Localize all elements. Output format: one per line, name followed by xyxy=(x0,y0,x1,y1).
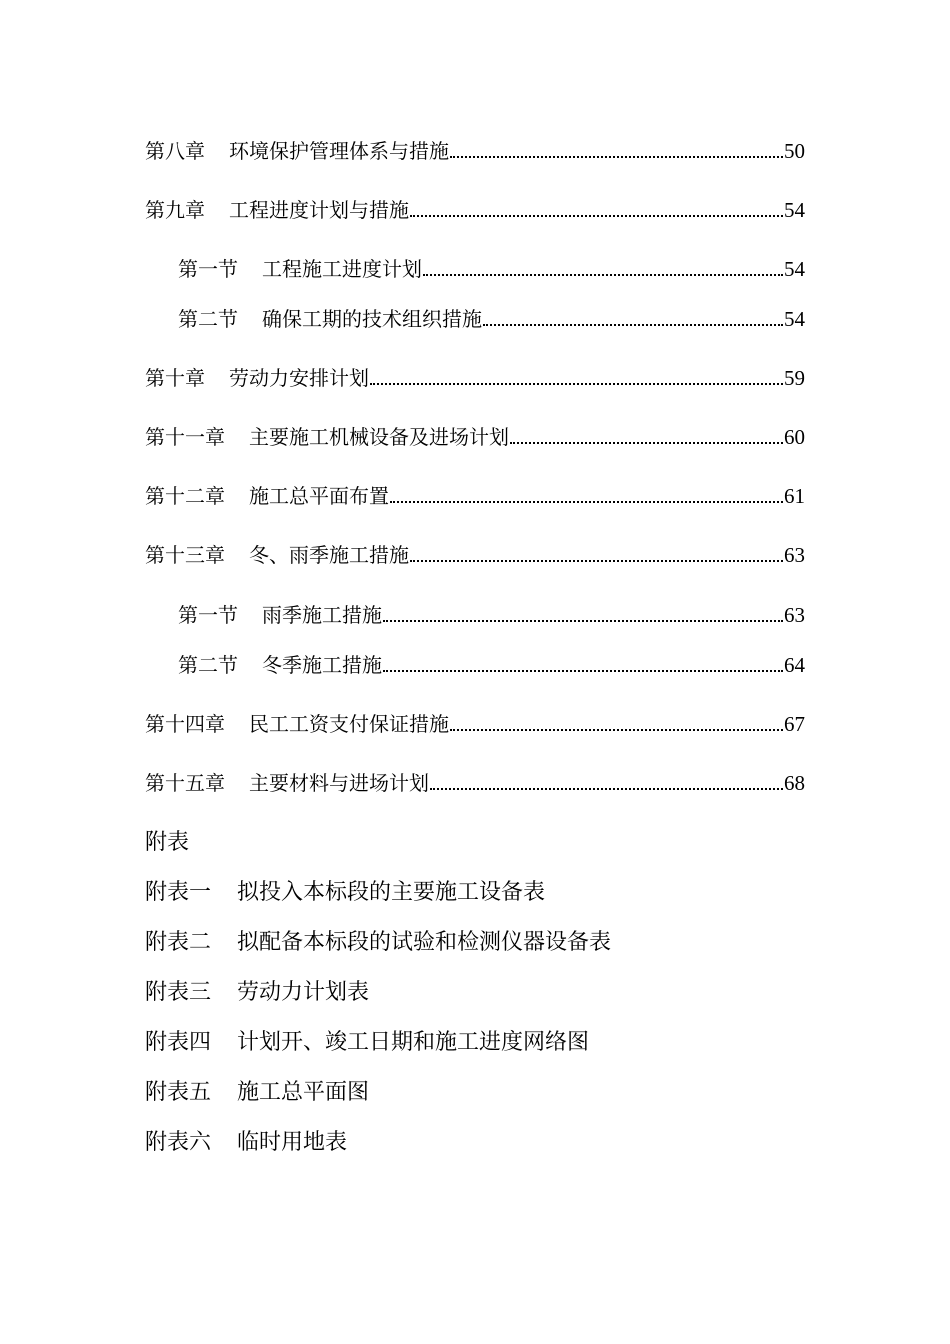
dot-leader xyxy=(450,729,783,731)
dot-leader xyxy=(510,442,783,444)
toc-entry-chapter-14[interactable] xyxy=(145,709,805,739)
toc-entry-chapter-15[interactable] xyxy=(145,768,805,798)
toc-entry-chapter-8[interactable] xyxy=(145,136,805,166)
dot-leader xyxy=(370,383,783,385)
appendix-item-number: 附表一 xyxy=(145,880,212,905)
toc-entry-title: 劳动力安排计划 xyxy=(229,366,369,390)
toc-entry-number: 第二节 xyxy=(178,307,238,331)
toc-entry-page: 60 xyxy=(784,425,805,449)
appendix-item[interactable] xyxy=(145,878,545,908)
toc-entry-page: 59 xyxy=(784,366,805,390)
toc-entry-title: 工程进度计划与措施 xyxy=(229,198,409,222)
toc-entry-number: 第九章 xyxy=(145,198,205,222)
toc-entry-number: 第十四章 xyxy=(145,712,225,736)
toc-entry-page: 54 xyxy=(784,257,805,281)
toc-entry-title: 工程施工进度计划 xyxy=(262,257,422,281)
toc-entry-number: 第十二章 xyxy=(145,484,225,508)
appendix-item-title: 劳动力计划表 xyxy=(237,980,370,1005)
toc-entry-page: 63 xyxy=(784,543,805,567)
toc-entry-chapter-11[interactable] xyxy=(145,422,805,452)
toc-entry-number: 第八章 xyxy=(145,139,205,163)
toc-entry-title: 主要施工机械设备及进场计划 xyxy=(249,425,509,449)
toc-entry-chapter-13-section-2[interactable] xyxy=(178,650,805,680)
toc-entry-number: 第一节 xyxy=(178,603,238,627)
dot-leader xyxy=(390,501,783,503)
toc-entry-page: 67 xyxy=(784,712,805,736)
toc-entry-page: 68 xyxy=(784,771,805,795)
toc-entry-title: 主要材料与进场计划 xyxy=(249,771,429,795)
appendix-item[interactable] xyxy=(145,928,611,958)
appendix-item-title: 拟投入本标段的主要施工设备表 xyxy=(237,880,546,905)
toc-entry-page: 63 xyxy=(784,603,805,627)
appendix-item-title: 计划开、竣工日期和施工进度网络图 xyxy=(237,1030,590,1055)
toc-entry-number: 第一节 xyxy=(178,257,238,281)
appendix-item-number: 附表六 xyxy=(145,1130,212,1155)
toc-entry-chapter-9-section-2[interactable] xyxy=(178,304,805,334)
toc-entry-page: 61 xyxy=(784,484,805,508)
toc-entry-title: 施工总平面布置 xyxy=(249,484,389,508)
dot-leader xyxy=(383,620,783,622)
toc-entry-number: 第十三章 xyxy=(145,543,225,567)
dot-leader xyxy=(430,788,783,790)
appendix-item[interactable] xyxy=(145,1078,369,1108)
appendix-item[interactable] xyxy=(145,978,369,1008)
toc-entry-page: 50 xyxy=(784,139,805,163)
toc-entry-number: 第二节 xyxy=(178,653,238,677)
toc-entry-chapter-10[interactable] xyxy=(145,363,805,393)
appendix-item[interactable] xyxy=(145,1028,589,1058)
appendix-item-number: 附表四 xyxy=(145,1030,212,1055)
appendix-item-title: 临时用地表 xyxy=(237,1130,348,1155)
appendix-item-number: 附表二 xyxy=(145,930,212,955)
toc-entry-page: 54 xyxy=(784,198,805,222)
toc-entry-title: 冬、雨季施工措施 xyxy=(249,543,409,567)
toc-entry-title: 雨季施工措施 xyxy=(262,603,382,627)
appendix-heading: 附表 xyxy=(145,830,190,855)
appendix-item-title: 施工总平面图 xyxy=(237,1080,370,1105)
appendix-item-number: 附表五 xyxy=(145,1080,212,1105)
appendix-item[interactable] xyxy=(145,1128,347,1158)
dot-leader xyxy=(423,274,783,276)
appendix-item-title: 拟配备本标段的试验和检测仪器设备表 xyxy=(237,930,612,955)
toc-entry-chapter-12[interactable] xyxy=(145,481,805,511)
toc-entry-chapter-9-section-1[interactable] xyxy=(178,254,805,284)
toc-entry-number: 第十章 xyxy=(145,366,205,390)
toc-entry-title: 确保工期的技术组织措施 xyxy=(262,307,482,331)
toc-entry-number: 第十一章 xyxy=(145,425,225,449)
toc-entry-page: 64 xyxy=(784,653,805,677)
dot-leader xyxy=(410,215,783,217)
toc-entry-title: 民工工资支付保证措施 xyxy=(249,712,449,736)
dot-leader xyxy=(383,670,783,672)
toc-entry-page: 54 xyxy=(784,307,805,331)
dot-leader xyxy=(483,324,783,326)
toc-entry-title: 冬季施工措施 xyxy=(262,653,382,677)
toc-entry-chapter-13[interactable] xyxy=(145,540,805,570)
toc-entry-title: 环境保护管理体系与措施 xyxy=(229,139,449,163)
dot-leader xyxy=(450,156,783,158)
appendix-item-number: 附表三 xyxy=(145,980,212,1005)
dot-leader xyxy=(410,560,783,562)
toc-entry-chapter-9[interactable] xyxy=(145,195,805,225)
toc-entry-number: 第十五章 xyxy=(145,771,225,795)
toc-entry-chapter-13-section-1[interactable] xyxy=(178,600,805,630)
